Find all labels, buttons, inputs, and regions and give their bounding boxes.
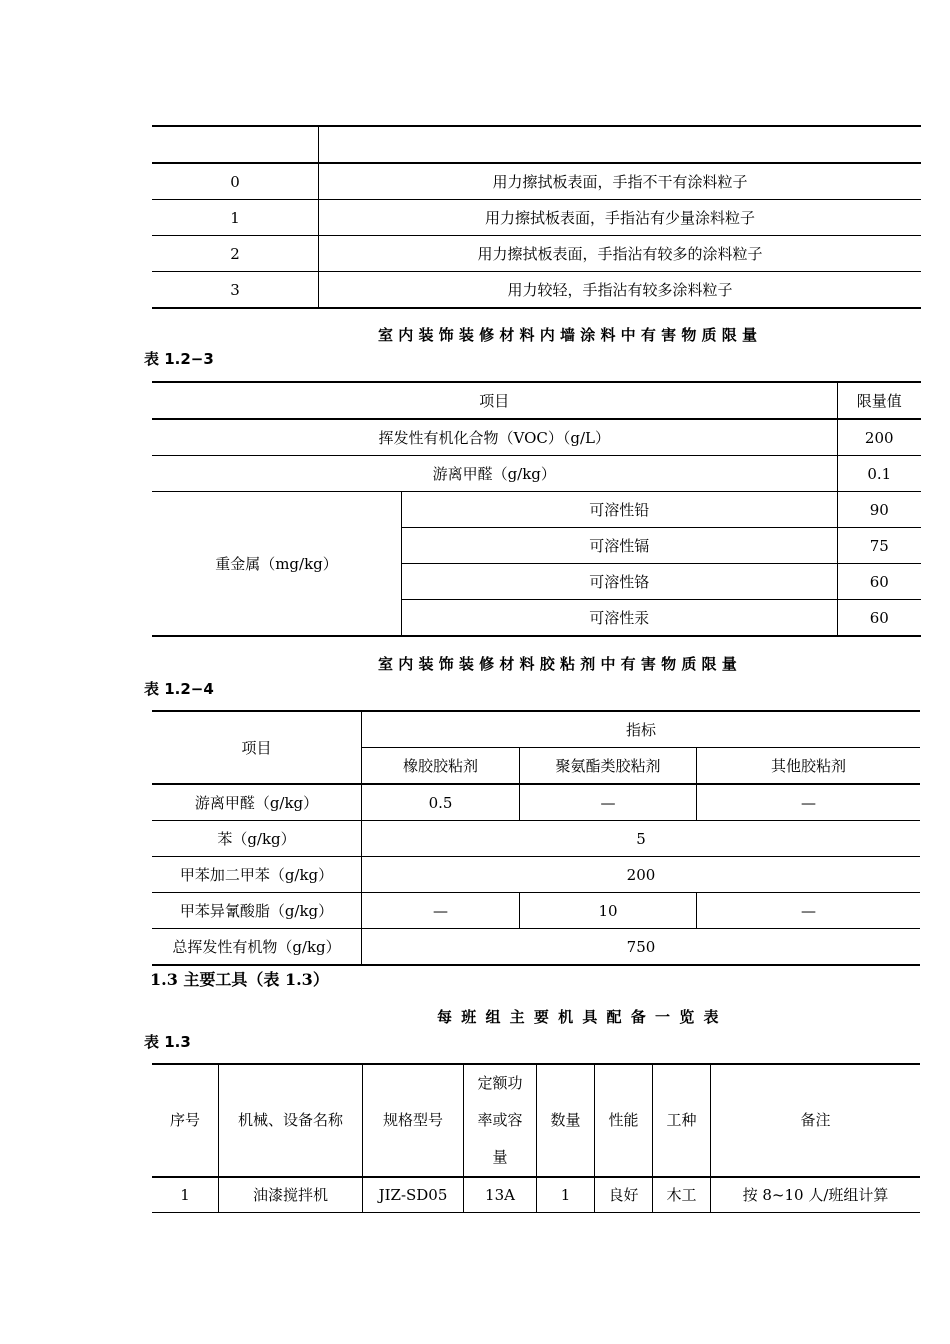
section-heading: 1.3 主要工具（表 1.3） [150,970,329,989]
rating-desc: 用力较轻，手指沾有较多涂料粒子 [319,272,922,309]
adhesive-limit-table [152,710,920,966]
voc-label: 挥发性有机化合物（VOC）（g/L） [152,419,837,456]
header-note: 备注 [711,1064,921,1177]
header-pu: 聚氨酯类胶粘剂 [520,748,697,785]
rating-desc: 用力擦拭板表面，手指沾有较多的涂料粒子 [319,236,922,272]
rating-header-row [152,126,921,163]
table-row [152,857,920,893]
table-row [152,419,921,456]
cell-trade: 木工 [653,1177,711,1213]
row-label: 总挥发性有机物（g/kg） [152,929,362,966]
header-rubber: 橡胶胶粘剂 [362,748,520,785]
rating-header-desc [319,126,922,163]
cell-all: 5 [362,821,921,857]
table-row [152,272,921,309]
cell-perf: 良好 [595,1177,653,1213]
cell-power: 13A [464,1177,537,1213]
cell-name: 油漆搅拌机 [219,1177,363,1213]
header-power [464,1064,537,1177]
row-label: 游离甲醛（g/kg） [152,784,362,821]
rating-header-level [152,126,319,163]
cell-rubber: 0.5 [362,784,520,821]
header-power-line: 定额功 [477,1074,523,1092]
row-label: 苯（g/kg） [152,821,362,857]
header-trade: 工种 [653,1064,711,1177]
table-row [152,200,921,236]
cell-note: 按 8~10 人/班组计算 [711,1177,921,1213]
header-power-line: 率或容 [477,1111,523,1129]
row-label: 甲苯加二甲苯（g/kg） [152,857,362,893]
cell-all: 750 [362,929,921,966]
header-name: 机械、设备名称 [219,1064,363,1177]
table-row [152,821,920,857]
table-row [152,492,921,528]
header-index: 指标 [362,711,921,748]
cell-pu: 10 [520,893,697,929]
metal-name: 可溶性铬 [402,564,838,600]
header-perf: 性能 [595,1064,653,1177]
rating-level: 3 [152,272,319,309]
metal-name: 可溶性镉 [402,528,838,564]
header-model: 规格型号 [363,1064,464,1177]
table-row [152,784,920,821]
rating-desc: 用力擦拭板表面，手指沾有少量涂料粒子 [319,200,922,236]
header-qty: 数量 [537,1064,595,1177]
table-row [152,236,921,272]
metal-value: 60 [837,600,921,637]
table-row [152,163,921,200]
metal-value: 75 [837,528,921,564]
metal-value: 60 [837,564,921,600]
table-row [152,929,920,966]
cell-no: 1 [152,1177,219,1213]
table-row [152,1177,920,1213]
header-other: 其他胶粘剂 [697,748,921,785]
header-power-line: 量 [492,1148,508,1166]
table-title: 室 内 装 饰 装 修 材 料 内 墙 涂 料 中 有 害 物 质 限 量 [378,326,758,344]
metal-name: 可溶性铅 [402,492,838,528]
header-no: 序号 [152,1064,219,1177]
cell-qty: 1 [537,1177,595,1213]
table-header-row [152,711,920,748]
rating-level: 1 [152,200,319,236]
table-title: 每 班 组 主 要 机 具 配 备 一 览 表 [437,1008,719,1026]
rating-level: 0 [152,163,319,200]
table-number: 表 1.2−3 [144,350,214,368]
row-label: 甲苯异氰酸脂（g/kg） [152,893,362,929]
header-limit: 限量值 [837,382,921,419]
formaldehyde-value: 0.1 [837,456,921,492]
equipment-table [152,1063,920,1213]
cell-rubber: — [362,893,520,929]
table-number: 表 1.2−4 [144,680,214,698]
formaldehyde-label: 游离甲醛（g/kg） [152,456,837,492]
table-row [152,893,920,929]
rating-table [152,125,921,309]
table-header-row [152,1064,920,1177]
cell-pu: — [520,784,697,821]
cell-other: — [697,893,921,929]
table-row [152,456,921,492]
header-item: 项目 [152,382,837,419]
header-item: 项目 [152,711,362,784]
heavy-metal-label: 重金属（mg/kg） [152,492,402,637]
cell-all: 200 [362,857,921,893]
table-header-row [152,382,921,419]
rating-level: 2 [152,236,319,272]
table-title: 室 内 装 饰 装 修 材 料 胶 粘 剂 中 有 害 物 质 限 量 [378,655,737,673]
table-number: 表 1.3 [144,1033,191,1051]
cell-other: — [697,784,921,821]
paint-limit-table [152,381,921,637]
cell-model: JIZ-SD05 [363,1177,464,1213]
metal-value: 90 [837,492,921,528]
metal-name: 可溶性汞 [402,600,838,637]
voc-value: 200 [837,419,921,456]
rating-desc: 用力擦拭板表面，手指不干有涂料粒子 [319,163,922,200]
